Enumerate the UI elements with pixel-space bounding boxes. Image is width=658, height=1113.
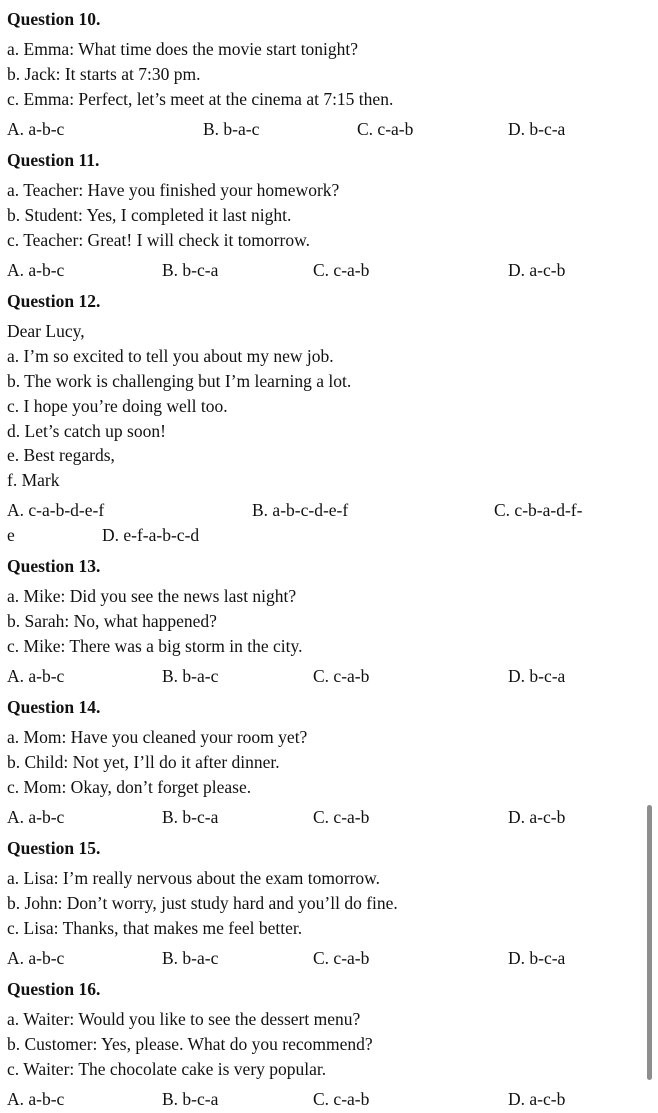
- question-12-line-a: a. I’m so excited to tell you about my new job.: [7, 346, 334, 366]
- question-15-line-b: b. John: Don’t worry, just study hard and you’ll do fine.: [7, 893, 398, 913]
- question-11-option-b: B. b-c-a: [162, 260, 219, 280]
- question-10-option-d: D. b-c-a: [508, 119, 566, 139]
- question-12-option-a: A. c-a-b-d-e-f: [7, 500, 105, 520]
- question-12-line-e: e. Best regards,: [7, 445, 115, 465]
- question-12-line-f: f. Mark: [7, 470, 60, 490]
- question-15-option-a: A. a-b-c: [7, 948, 65, 968]
- question-16-option-c: C. c-a-b: [313, 1089, 370, 1109]
- question-10-option-a: A. a-b-c: [7, 119, 65, 139]
- question-12-option-c: C. c-b-a-d-f-: [494, 500, 583, 520]
- question-12-line-c: c. I hope you’re doing well too.: [7, 396, 228, 416]
- question-13-option-b: B. b-a-c: [162, 666, 219, 686]
- question-12-line-b: b. The work is challenging but I’m learning a lot.: [7, 371, 352, 391]
- question-10-line-a: a. Emma: What time does the movie start tonight?: [7, 39, 359, 59]
- question-13-option-d: D. b-c-a: [508, 666, 566, 686]
- question-14-option-b: B. b-c-a: [162, 807, 219, 827]
- question-14-option-d: D. a-c-b: [508, 807, 566, 827]
- question-11-line-b: b. Student: Yes, I completed it last night.: [7, 205, 292, 225]
- question-12-option-d: D. e-f-a-b-c-d: [102, 525, 200, 545]
- question-13-title: Question 13.: [7, 556, 101, 576]
- question-12-option-b: B. a-b-c-d-e-f: [252, 500, 349, 520]
- question-13-option-c: C. c-a-b: [313, 666, 370, 686]
- question-10-line-c: c. Emma: Perfect, let’s meet at the cinema at 7:15 then.: [7, 89, 394, 109]
- question-12-title: Question 12.: [7, 291, 101, 311]
- question-16-option-d: D. a-c-b: [508, 1089, 566, 1109]
- question-13-line-a: a. Mike: Did you see the news last night?: [7, 586, 297, 606]
- question-10-option-b: B. b-a-c: [203, 119, 260, 139]
- question-10-option-c: C. c-a-b: [357, 119, 414, 139]
- question-16-line-a: a. Waiter: Would you like to see the dessert menu?: [7, 1009, 361, 1029]
- question-14-line-a: a. Mom: Have you cleaned your room yet?: [7, 727, 308, 747]
- question-11-option-d: D. a-c-b: [508, 260, 566, 280]
- question-10-line-b: b. Jack: It starts at 7:30 pm.: [7, 64, 201, 84]
- vertical-scrollbar[interactable]: [647, 805, 652, 1080]
- question-10-title: Question 10.: [7, 9, 101, 29]
- question-14-title: Question 14.: [7, 697, 101, 717]
- question-11-option-a: A. a-b-c: [7, 260, 65, 280]
- question-12-line-d: d. Let’s catch up soon!: [7, 421, 166, 441]
- question-16-title: Question 16.: [7, 979, 101, 999]
- question-15-option-d: D. b-c-a: [508, 948, 566, 968]
- question-15-line-c: c. Lisa: Thanks, that makes me feel better.: [7, 918, 303, 938]
- question-11-title: Question 11.: [7, 150, 100, 170]
- question-12-salutation: Dear Lucy,: [7, 321, 85, 341]
- question-16-line-b: b. Customer: Yes, please. What do you recommend?: [7, 1034, 373, 1054]
- question-15-title: Question 15.: [7, 838, 101, 858]
- question-16-line-c: c. Waiter: The chocolate cake is very popular.: [7, 1059, 327, 1079]
- question-14-line-b: b. Child: Not yet, I’ll do it after dinner.: [7, 752, 280, 772]
- question-16-option-a: A. a-b-c: [7, 1089, 65, 1109]
- question-11-option-c: C. c-a-b: [313, 260, 370, 280]
- question-11-line-c: c. Teacher: Great! I will check it tomorrow.: [7, 230, 310, 250]
- question-15-line-a: a. Lisa: I’m really nervous about the exam tomorrow.: [7, 868, 381, 888]
- question-16-option-b: B. b-c-a: [162, 1089, 219, 1109]
- question-14-line-c: c. Mom: Okay, don’t forget please.: [7, 777, 252, 797]
- question-12-option-c-wrap: e: [7, 525, 15, 545]
- question-13-option-a: A. a-b-c: [7, 666, 65, 686]
- question-11-line-a: a. Teacher: Have you finished your homework?: [7, 180, 340, 200]
- question-13-line-c: c. Mike: There was a big storm in the city.: [7, 636, 303, 656]
- question-14-option-a: A. a-b-c: [7, 807, 65, 827]
- question-15-option-c: C. c-a-b: [313, 948, 370, 968]
- question-15-option-b: B. b-a-c: [162, 948, 219, 968]
- question-13-line-b: b. Sarah: No, what happened?: [7, 611, 217, 631]
- question-14-option-c: C. c-a-b: [313, 807, 370, 827]
